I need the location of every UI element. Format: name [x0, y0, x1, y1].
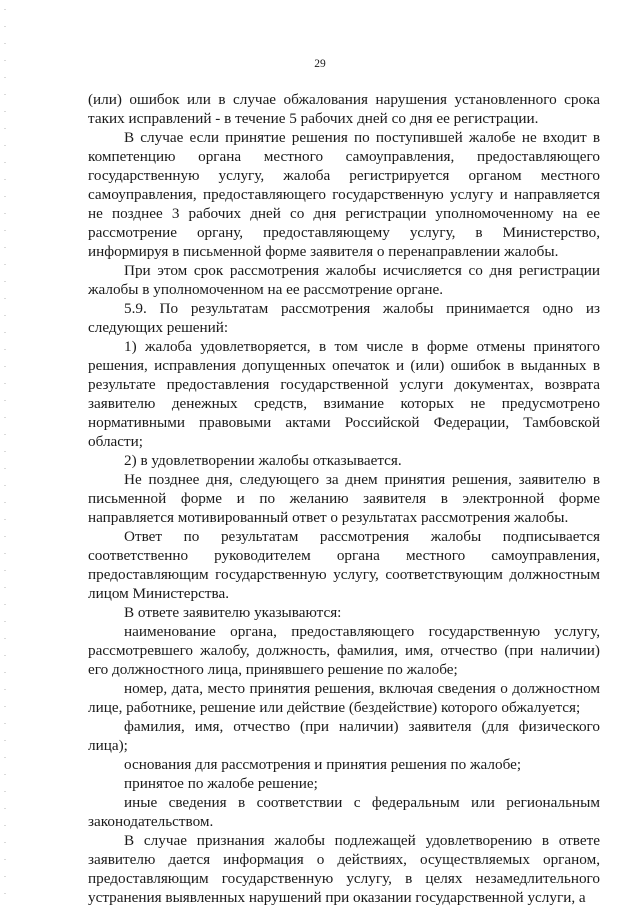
page-number: 29 [314, 58, 326, 70]
paragraph: (или) ошибок или в случае обжалования нарушения установленного срока таких исправлений - в течение 5 рабочих дней со дня ее регистрации. [88, 91, 600, 127]
paragraph: В случае если принятие решения по поступившей жалобе не входит в компетенцию органа местного самоуправления, предоставляющего государственную услугу, жалоба регистрируется органом местного самоуправления, предоставляющего государственную услугу и направляется не позднее 3 рабочих дней со дня регистрации уполномоченному на ее рассмотрение органу, предоставляющему услугу, в Министерство, информируя в письменной форме заявителя о перенаправлении жалобы. [88, 129, 600, 260]
document-body [88, 90, 600, 907]
paragraph: фамилия, имя, отчество (при наличии) заявителя (для физического лица); [88, 718, 600, 754]
paragraph: Ответ по результатам рассмотрения жалобы подписывается соответственно руководителем органа местного самоуправления, предоставляющим государственную услугу, соответствующим должностным лицом Министерства. [88, 528, 600, 602]
paragraph: основания для рассмотрения и принятия решения по жалобе; [124, 756, 522, 773]
paragraph: Не позднее дня, следующего за днем принятия решения, заявителю в письменной форме и по желанию заявителя в электронной форме направляется мотивированный ответ о результатах рассмотрения жалобы. [88, 471, 600, 526]
paragraph: 1) жалоба удовлетворяется, в том числе в форме отмены принятого решения, исправления допущенных опечаток и (или) ошибок в выданных в результате предоставления государственной услуги документах, возврата заявителю денежных средств, взимание которых не предусмотрено нормативными правовыми актами Российской Федерации, Тамбовской области; [88, 338, 600, 450]
paragraph: В случае признания жалобы подлежащей удовлетворению в ответе заявителю дается информация о действиях, осуществляемых органом, предоставляющим государственную услугу, в целях незамедлительного устранения выявленных нарушений при оказании государственной услуги, а [88, 832, 600, 906]
paragraph: иные сведения в соответствии с федеральным или региональным законодательством. [88, 794, 600, 830]
paragraph: 5.9. По результатам рассмотрения жалобы принимается одно из следующих решений: [88, 300, 600, 336]
paragraph: В ответе заявителю указываются: [124, 604, 342, 621]
paragraph: При этом срок рассмотрения жалобы исчисляется со дня регистрации жалобы в уполномоченном на ее рассмотрение органе. [88, 262, 600, 298]
paragraph: принятое по жалобе решение; [124, 775, 318, 792]
paragraph: 2) в удовлетворении жалобы отказывается. [124, 452, 402, 469]
paragraph: наименование органа, предоставляющего государственную услугу, рассмотревшего жалобу, должность, фамилия, имя, отчество (при наличии) его должностного лица, принявшего решение по жалобе; [88, 623, 600, 678]
paragraph: номер, дата, место принятия решения, включая сведения о должностном лице, работнике, решение или действие (бездействие) которого обжалуется; [88, 680, 600, 716]
scan-edge-marks [4, 0, 6, 905]
